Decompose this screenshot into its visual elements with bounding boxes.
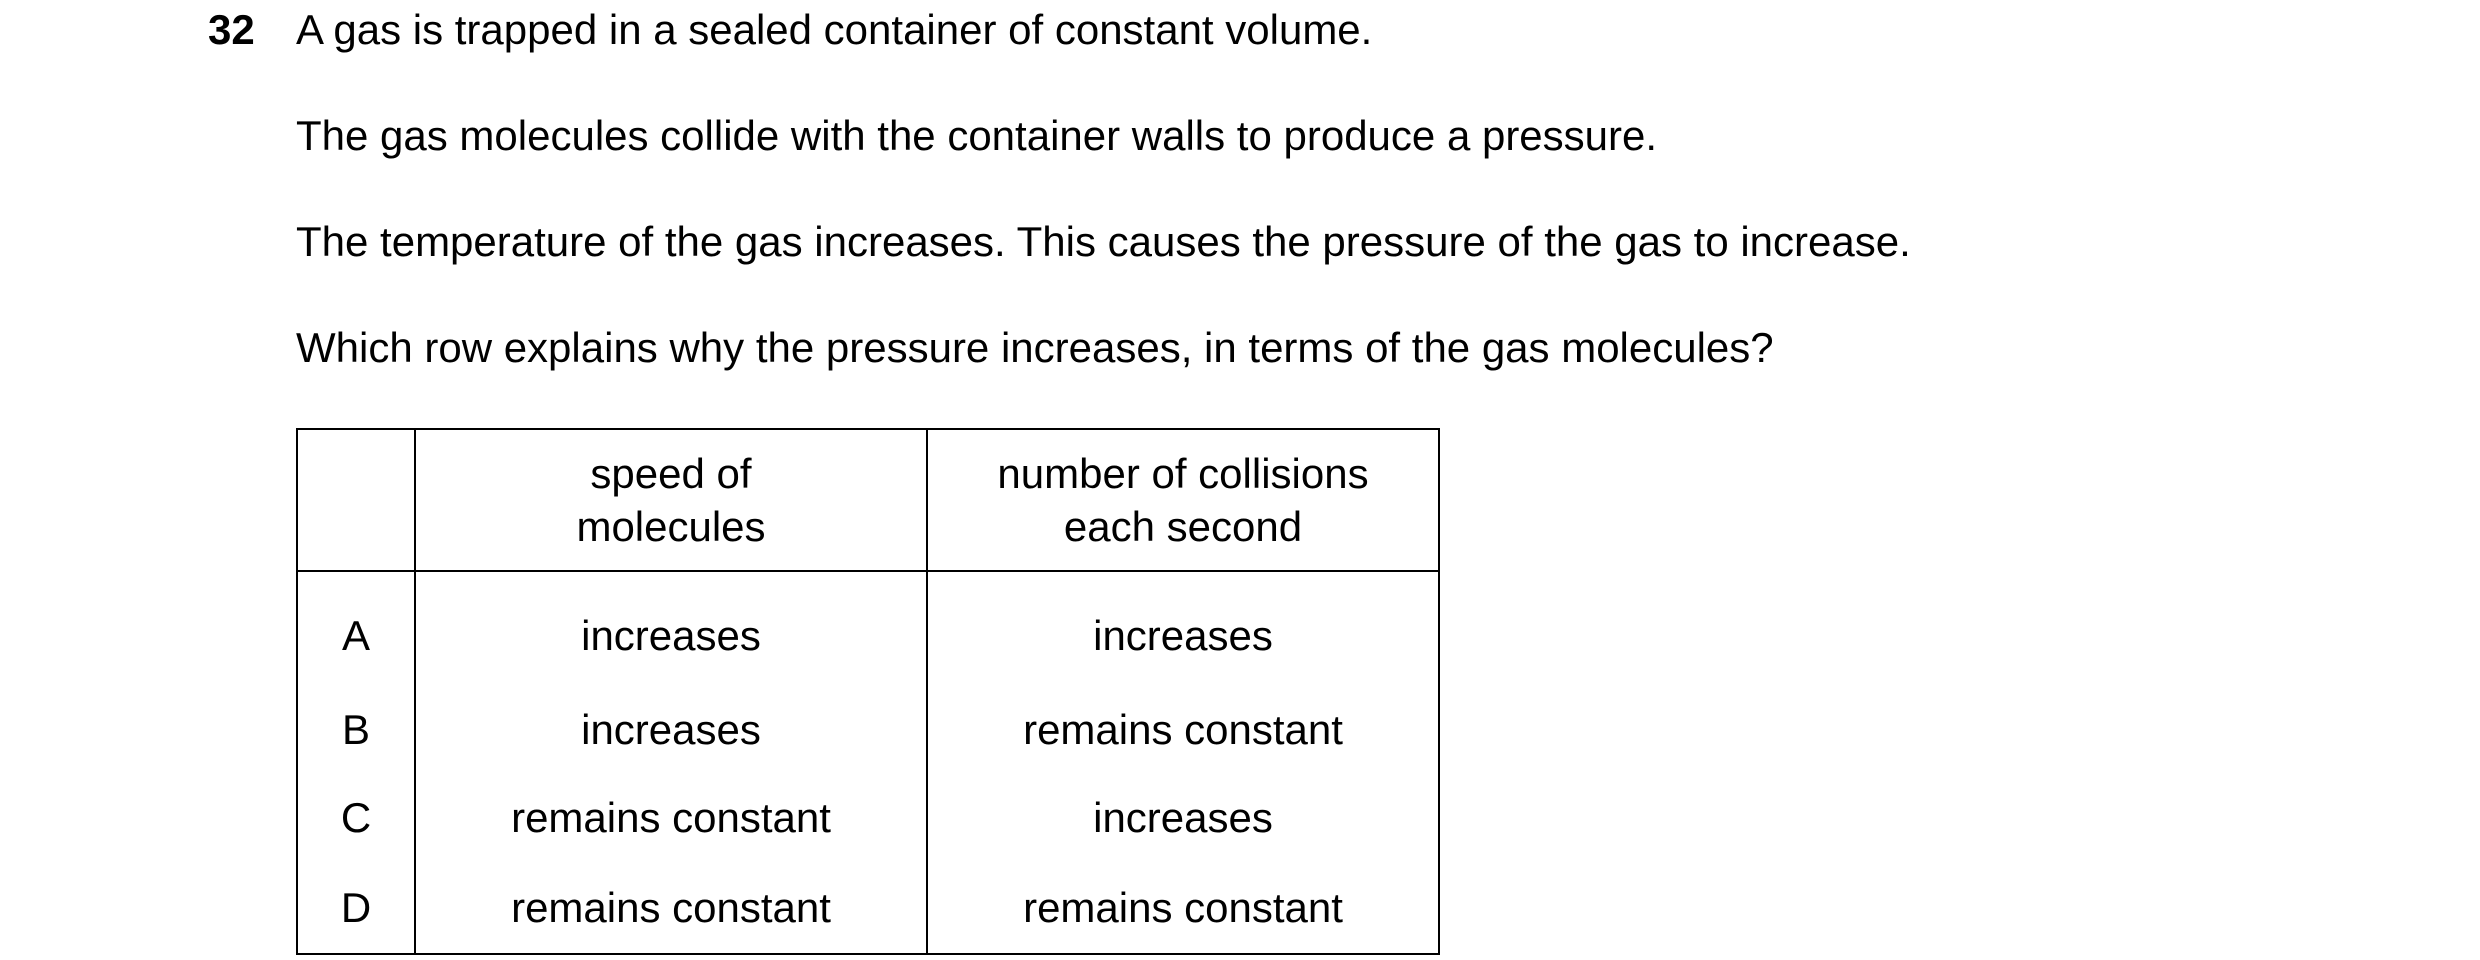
header-number-of-collisions — [927, 429, 1439, 571]
collisions-cell: increases — [927, 571, 1439, 685]
question-prompt: Which row explains why the pressure increases, in terms of the gas molecules? — [296, 324, 1774, 371]
header-letter-cell — [297, 429, 415, 571]
header-speed-of-molecules — [415, 429, 927, 571]
header-text: each second — [1063, 503, 1303, 550]
table-row — [297, 861, 1439, 954]
header-text: speed of — [590, 450, 752, 497]
speed-cell: remains constant — [415, 861, 927, 954]
answer-options-table — [296, 428, 1440, 955]
header-text: number of collisions — [997, 450, 1369, 497]
header-text: molecules — [576, 503, 766, 550]
speed-cell: remains constant — [415, 773, 927, 861]
speed-cell: increases — [415, 571, 927, 685]
option-letter: D — [297, 861, 415, 954]
collisions-cell: increases — [927, 773, 1439, 861]
option-letter: C — [297, 773, 415, 861]
collisions-cell: remains constant — [927, 861, 1439, 954]
table-header-row — [297, 429, 1439, 571]
question-stem-paragraph: A gas is trapped in a sealed container of constant volume. — [296, 6, 1373, 53]
option-letter: B — [297, 685, 415, 773]
question-number: 32 — [208, 6, 255, 53]
speed-cell: increases — [415, 685, 927, 773]
question-stem-paragraph: The temperature of the gas increases. This causes the pressure of the gas to increase. — [296, 218, 1911, 265]
table-row — [297, 571, 1439, 685]
collisions-cell: remains constant — [927, 685, 1439, 773]
table-row — [297, 773, 1439, 861]
table-row — [297, 685, 1439, 773]
option-letter: A — [297, 571, 415, 685]
question-stem-paragraph: The gas molecules collide with the container walls to produce a pressure. — [296, 112, 1658, 159]
